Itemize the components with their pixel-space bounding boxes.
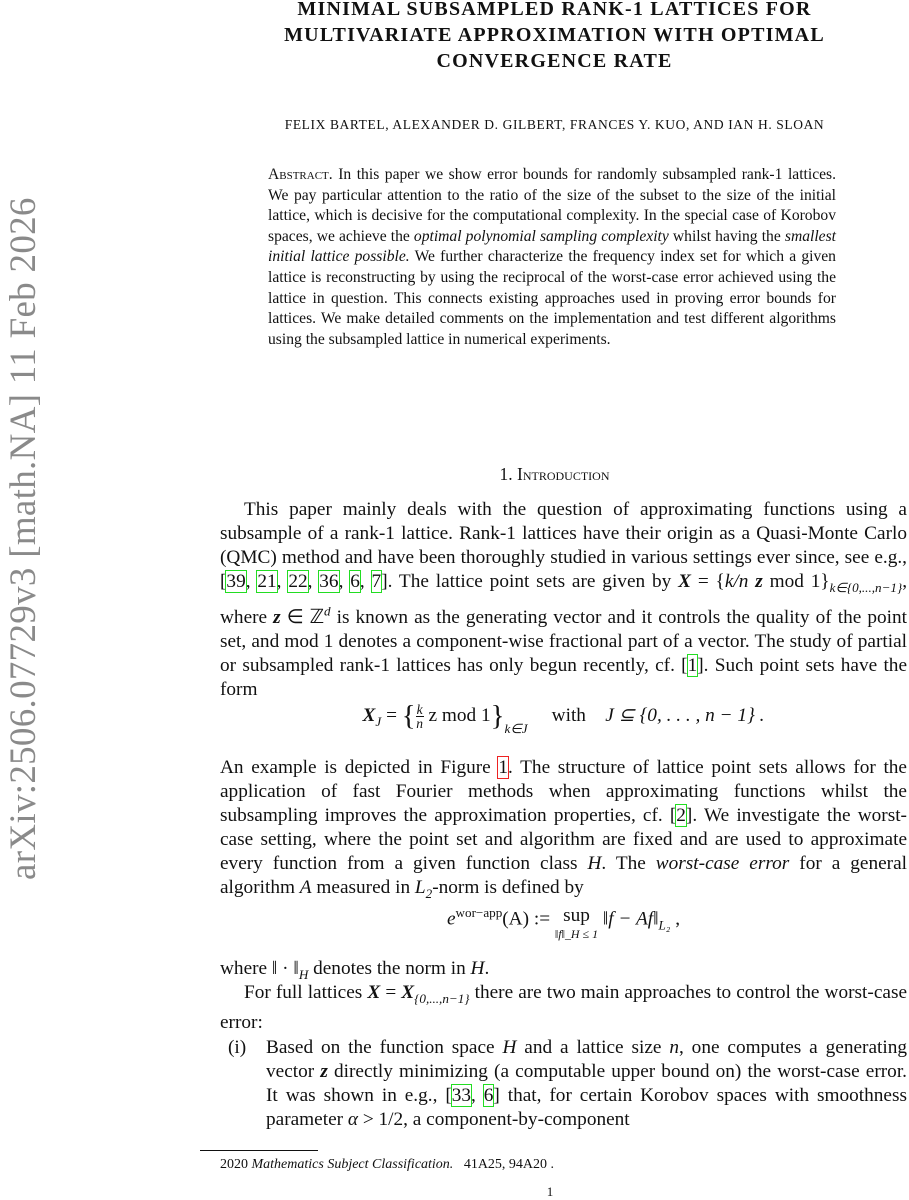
text-run: ]. The lattice point sets are given by (381, 571, 679, 592)
math-vector: z (748, 571, 763, 592)
eq-with: with (551, 705, 586, 726)
eq-condition: ‖f‖_H ≤ 1 (554, 927, 599, 941)
citation-link[interactable]: 33 (451, 1085, 472, 1106)
emphasis-text: smallest initial lattice possible. (268, 227, 836, 266)
text-run: Based on the function space (266, 1037, 503, 1058)
eq-sup-operator: sup (563, 905, 590, 926)
approach-list (228, 1036, 907, 1132)
text-run: , (307, 571, 320, 592)
text-run: , (359, 571, 372, 592)
figure-link[interactable]: 1 (498, 757, 509, 778)
text-run: -norm is defined by (432, 877, 584, 898)
citation-link[interactable]: 1 (687, 655, 698, 677)
eq-subscript: J (375, 713, 382, 729)
intro-paragraph-2 (220, 756, 907, 906)
intro-paragraph-1 (220, 498, 907, 702)
eq-norm: ‖f − Af‖ (602, 908, 659, 930)
math-subscript: {0,...,n−1} (414, 990, 470, 1006)
citation-link[interactable]: 2 (676, 805, 686, 826)
eq-set: J ⊆ {0, . . . , n − 1} . (605, 705, 765, 726)
text-run: ]. We investigate the worst-case setting, where the point set and algorithm are fixed and are used to approximate every function from a given function class (220, 805, 907, 874)
math-subscript: 2 (425, 885, 433, 901)
footnote-label: Mathematics Subject Classification. (251, 1157, 454, 1172)
page-number: 1 (546, 1184, 554, 1199)
citation-link[interactable]: 22 (288, 571, 308, 592)
text-run: . The (601, 853, 656, 874)
intro-paragraph-4 (220, 981, 907, 1035)
text-run: An example is depicted in Figure (220, 757, 499, 778)
title-line: CONVERGENCE RATE (436, 50, 673, 72)
text-run: , (471, 1085, 484, 1106)
emphasis-text: n (669, 1037, 679, 1058)
title-line: MINIMAL SUBSAMPLED RANK-1 LATTICES FOR (297, 0, 812, 20)
footnote-year: 2020 (220, 1157, 248, 1172)
math-vector: z (320, 1061, 328, 1082)
eq-tail: , (670, 908, 681, 930)
abstract (268, 165, 836, 350)
emphasis-text: worst-case error (655, 853, 790, 874)
eq-symbol: e (446, 908, 456, 930)
math-superscript: d (323, 603, 331, 619)
citation-link[interactable]: 6 (350, 571, 360, 592)
text-run: ] that, for certain Korobov spaces with smoothness parameter (266, 1085, 907, 1130)
text-run: . (484, 958, 490, 979)
math-vector: z (273, 607, 281, 629)
fraction: $\frac{k}{n}$ (416, 701, 424, 732)
footnote (220, 1157, 554, 1173)
emphasis-text: L (414, 877, 426, 898)
emphasis-text: α (347, 1109, 359, 1130)
eq-symbol: X (362, 705, 376, 726)
arxiv-identifier-sidebar: arXiv:2506.07729v3 [math.NA] 11 Feb 2026 (3, 197, 44, 880)
text-run: denotes the norm in (308, 958, 471, 979)
text-run: directly minimizing (a computable upper bound on) the worst-case error. It was shown in e.g., [ (266, 1061, 907, 1106)
citation-link[interactable]: 36 (319, 571, 339, 592)
text-run: This paper mainly deals with the question of approximating functions using a subsample of a rank-1 lattice. Rank-1 lattices have their origin as a Quasi-Monte Carlo (QMC) method and have been thoroughly studied in various settings ever since, see e.g., [ (220, 499, 907, 592)
text-run: and a lattice size (516, 1037, 670, 1058)
text-run: , one computes a generating vector (266, 1037, 908, 1082)
text-run: , where (220, 571, 908, 629)
math-vector: X (401, 982, 415, 1003)
text-run: for a general algorithm (220, 853, 907, 898)
list-item-body (266, 1036, 907, 1132)
text-run: ∈ ℤ (280, 607, 324, 629)
title-line: MULTIVARIATE APPROXIMATION WITH OPTIMAL (284, 24, 825, 46)
text-run: In this paper we show error bounds for randomly subsampled rank-1 lattices. We pay particular attention to the ratio of the size of the subset to the size of the initial lattice, which is decisive for the computational complexity. In the special case of Korobov spaces, we achieve the (268, 166, 836, 245)
footnote-divider (200, 1150, 318, 1151)
text-run: , (276, 571, 289, 592)
list-item (228, 1036, 907, 1132)
text-run: , (245, 571, 258, 592)
emphasis-text: H (587, 853, 602, 874)
text-run: ]. Such point sets have the form (220, 655, 908, 701)
text-run: = (380, 982, 402, 1003)
equation-subsampled-lattice: $X_J$ = { $\frac{k}{n}$ z mod $1\}_{k\in J}$ with J ⊆ {0, . . . , n − 1} . (362, 700, 765, 736)
author-list: FELIX BARTEL, ALEXANDER D. GILBERT, FRANCES Y. KUO, AND IAN H. SLOAN (284, 117, 825, 132)
section-title: Introduction (517, 464, 610, 484)
text-run: mod 1} (762, 571, 830, 592)
text-run: , (338, 571, 351, 592)
eq-superscript: wor−app (455, 905, 503, 920)
text-run: We further characterize the frequency index set for which a given lattice is reconstructing by using the reciprocal of the worst-case error achieved using the lattice in question. This connects existing approaches used in proving error bounds for lattices. We make detailed comments on the implementation and test different algorithms using the subsampled lattice in numerical experiments. (268, 248, 836, 348)
emphasis-text: A (299, 877, 312, 898)
emphasis-text: k/n (724, 571, 749, 592)
equation-worst-case-error (220, 905, 907, 942)
paper-title (200, 0, 909, 74)
eq-body: z mod 1 (428, 705, 491, 726)
text-run: = { (690, 571, 725, 592)
text-run: For full lattices (244, 982, 368, 1003)
text-run: where ‖ · ‖ (220, 958, 299, 979)
emphasis-text: optimal polynomial sampling complexity (413, 227, 669, 245)
section-number: 1. (499, 464, 513, 484)
emphasis-text: H (470, 958, 485, 979)
citation-link[interactable]: 39 (226, 571, 246, 592)
eq-index: k∈J (504, 721, 528, 736)
eq-norm-subscript: L₂ (658, 917, 671, 933)
text-run: . The structure of lattice point sets allows for the application of fast Fourier methods when approximating functions whilst the subsampling improves the approximation properties, cf. [ (220, 757, 907, 826)
citation-link[interactable]: 7 (371, 571, 382, 592)
math-vector: X (678, 571, 691, 592)
text-run: whilst having the (668, 227, 785, 245)
emphasis-text: H (502, 1037, 517, 1058)
text-run: measured in (311, 877, 415, 898)
math-subscript: k∈{0,...,n−1} (829, 579, 903, 595)
citation-link[interactable]: 6 (483, 1085, 494, 1106)
text-run: is known as the generating vector and it controls the quality of the point set, and mod 1 denotes a component-wise fractional part of a vector. The study of partial or subsampled rank-1 lattices has only begun recently, cf. [ (220, 607, 907, 677)
eq-arg: (A) := (502, 908, 555, 930)
math-subscript: H (298, 966, 309, 982)
text-run: > 1/2, a component-by-component (358, 1109, 630, 1130)
math-vector: X (367, 982, 381, 1003)
section-heading (200, 464, 909, 485)
abstract-label: Abstract. (268, 166, 333, 183)
citation-link[interactable]: 21 (257, 571, 277, 592)
footnote-codes: 41A25, 94A20 . (463, 1157, 555, 1172)
text-run: there are two main approaches to control the worst-case error: (220, 982, 908, 1033)
list-item-label: (i) (228, 1037, 247, 1058)
